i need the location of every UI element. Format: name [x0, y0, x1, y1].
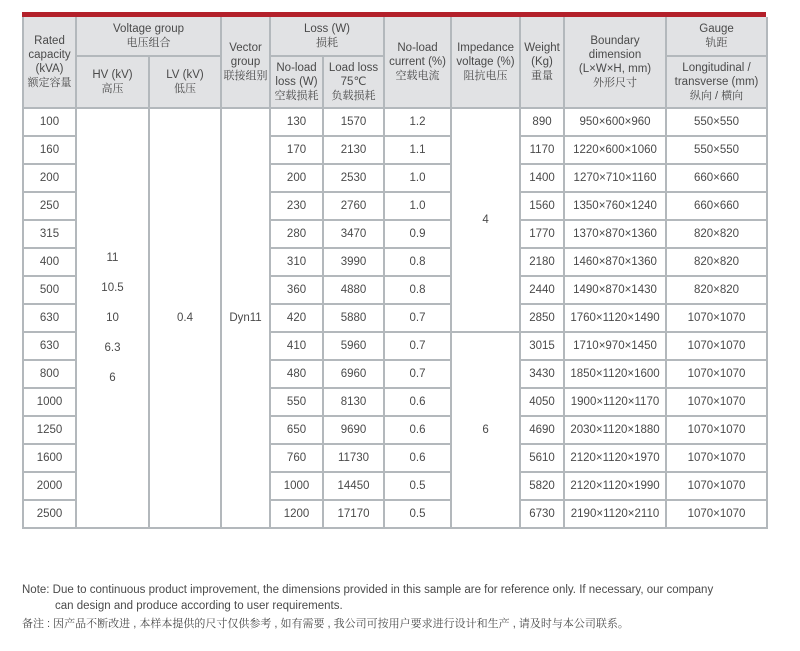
cell-no-load-loss: 1000	[270, 472, 323, 500]
cell-no-load-loss: 130	[270, 108, 323, 136]
header-loss: Loss (W) 损耗	[270, 17, 384, 56]
note-line-english: Note: Due to continuous product improvement, the dimensions provided in this sample are for reference only. If necessary, our company	[22, 584, 714, 596]
cell-capacity: 1250	[23, 416, 76, 444]
header-no-load-current: No-load current (%) 空载电流	[384, 17, 451, 108]
cell-no-load-current: 1.1	[384, 136, 451, 164]
cell-load-loss: 2530	[323, 164, 384, 192]
header-weight: Weight (Kg) 重量	[520, 17, 564, 108]
cell-dimension: 1760×1120×1490	[564, 304, 666, 332]
cell-load-loss: 6960	[323, 360, 384, 388]
cell-no-load-loss: 360	[270, 276, 323, 304]
cell-dimension: 2120×1120×1990	[564, 472, 666, 500]
cell-gauge: 820×820	[666, 248, 767, 276]
spec-table-container	[22, 12, 766, 529]
cell-gauge: 820×820	[666, 220, 767, 248]
cell-capacity: 400	[23, 248, 76, 276]
cell-no-load-current: 0.7	[384, 304, 451, 332]
cell-no-load-loss: 480	[270, 360, 323, 388]
cell-impedance-4: 4	[451, 108, 520, 332]
cell-capacity: 200	[23, 164, 76, 192]
cell-load-loss: 3990	[323, 248, 384, 276]
header-no-load-loss: No-load loss (W) 空载损耗	[270, 56, 323, 108]
cell-gauge: 660×660	[666, 164, 767, 192]
cell-no-load-current: 0.8	[384, 248, 451, 276]
cell-dimension: 1370×870×1360	[564, 220, 666, 248]
cell-no-load-current: 0.6	[384, 388, 451, 416]
cell-no-load-loss: 410	[270, 332, 323, 360]
cell-weight: 6730	[520, 500, 564, 528]
cell-no-load-loss: 550	[270, 388, 323, 416]
cell-no-load-current: 1.0	[384, 192, 451, 220]
cell-load-loss: 8130	[323, 388, 384, 416]
cell-vector-merged: Dyn11	[221, 108, 270, 528]
cell-gauge: 1070×1070	[666, 304, 767, 332]
cell-no-load-current: 1.0	[384, 164, 451, 192]
cell-load-loss: 9690	[323, 416, 384, 444]
cell-lv-merged: 0.4	[149, 108, 221, 528]
cell-capacity: 315	[23, 220, 76, 248]
cell-no-load-loss: 650	[270, 416, 323, 444]
cell-no-load-loss: 200	[270, 164, 323, 192]
cell-weight: 2180	[520, 248, 564, 276]
cell-no-load-loss: 310	[270, 248, 323, 276]
cell-dimension: 1220×600×1060	[564, 136, 666, 164]
header-lv: LV (kV) 低压	[149, 56, 221, 108]
cell-gauge: 1070×1070	[666, 388, 767, 416]
cell-load-loss: 17170	[323, 500, 384, 528]
cell-gauge: 1070×1070	[666, 500, 767, 528]
cell-gauge: 1070×1070	[666, 444, 767, 472]
cell-weight: 5820	[520, 472, 564, 500]
cell-load-loss: 2130	[323, 136, 384, 164]
cell-no-load-current: 1.2	[384, 108, 451, 136]
cell-no-load-current: 0.5	[384, 472, 451, 500]
cell-dimension: 1710×970×1450	[564, 332, 666, 360]
note-line-chinese: 备注 : 因产品不断改进 , 本样本提供的尺寸仅供参考 , 如有需要 , 我公司可按用户要求进行设计和生产 , 请及时与本公司联系。	[22, 618, 629, 630]
cell-gauge: 820×820	[666, 276, 767, 304]
cell-gauge: 1070×1070	[666, 472, 767, 500]
cell-weight: 1560	[520, 192, 564, 220]
cell-no-load-current: 0.7	[384, 332, 451, 360]
header-boundary-dimension: Boundary dimension (L×W×H, mm) 外形尺寸	[564, 17, 666, 108]
cell-capacity: 1600	[23, 444, 76, 472]
cell-dimension: 2030×1120×1880	[564, 416, 666, 444]
cell-dimension: 1900×1120×1170	[564, 388, 666, 416]
cell-weight: 2440	[520, 276, 564, 304]
cell-hv-merged: 11 10.5 10 6.3 6	[76, 108, 149, 528]
table-row	[23, 108, 767, 136]
cell-no-load-loss: 280	[270, 220, 323, 248]
cell-capacity: 2500	[23, 500, 76, 528]
cell-weight: 2850	[520, 304, 564, 332]
header-impedance: Impedance voltage (%) 阻抗电压	[451, 17, 520, 108]
note-line-english-cont: can design and produce according to user requirements.	[55, 600, 343, 612]
cell-weight: 890	[520, 108, 564, 136]
cell-no-load-loss: 760	[270, 444, 323, 472]
cell-gauge: 1070×1070	[666, 332, 767, 360]
cell-no-load-current: 0.5	[384, 500, 451, 528]
cell-dimension: 1460×870×1360	[564, 248, 666, 276]
cell-dimension: 1270×710×1160	[564, 164, 666, 192]
cell-load-loss: 3470	[323, 220, 384, 248]
cell-load-loss: 2760	[323, 192, 384, 220]
spec-table	[22, 17, 768, 529]
cell-capacity: 500	[23, 276, 76, 304]
cell-no-load-loss: 1200	[270, 500, 323, 528]
cell-gauge: 550×550	[666, 108, 767, 136]
cell-no-load-loss: 420	[270, 304, 323, 332]
header-voltage-group: Voltage group 电压组合	[76, 17, 221, 56]
cell-load-loss: 4880	[323, 276, 384, 304]
cell-dimension: 2120×1120×1970	[564, 444, 666, 472]
cell-no-load-loss: 230	[270, 192, 323, 220]
cell-load-loss: 14450	[323, 472, 384, 500]
header-gauge: Gauge 轨距	[666, 17, 767, 56]
cell-load-loss: 5880	[323, 304, 384, 332]
cell-no-load-current: 0.6	[384, 444, 451, 472]
notes-section	[22, 582, 782, 632]
cell-capacity: 630	[23, 332, 76, 360]
header-gauge-sub: Longitudinal / transverse (mm) 纵向 / 横向	[666, 56, 767, 108]
cell-weight: 1770	[520, 220, 564, 248]
cell-no-load-current: 0.6	[384, 416, 451, 444]
cell-weight: 3015	[520, 332, 564, 360]
header-rated-capacity: Rated capacity (kVA) 额定容量	[23, 17, 76, 108]
cell-no-load-current: 0.7	[384, 360, 451, 388]
cell-gauge: 1070×1070	[666, 360, 767, 388]
cell-capacity: 250	[23, 192, 76, 220]
cell-no-load-current: 0.8	[384, 276, 451, 304]
header-load-loss: Load loss 75℃ 负载损耗	[323, 56, 384, 108]
cell-dimension: 950×600×960	[564, 108, 666, 136]
cell-no-load-loss: 170	[270, 136, 323, 164]
cell-no-load-current: 0.9	[384, 220, 451, 248]
cell-capacity: 100	[23, 108, 76, 136]
cell-capacity: 800	[23, 360, 76, 388]
cell-weight: 4690	[520, 416, 564, 444]
cell-capacity: 160	[23, 136, 76, 164]
cell-capacity: 630	[23, 304, 76, 332]
cell-dimension: 2190×1120×2110	[564, 500, 666, 528]
cell-capacity: 2000	[23, 472, 76, 500]
cell-gauge: 660×660	[666, 192, 767, 220]
cell-load-loss: 1570	[323, 108, 384, 136]
cell-load-loss: 11730	[323, 444, 384, 472]
cell-dimension: 1490×870×1430	[564, 276, 666, 304]
header-vector-group: Vector group 联接组别	[221, 17, 270, 108]
cell-gauge: 550×550	[666, 136, 767, 164]
header-hv: HV (kV) 高压	[76, 56, 149, 108]
cell-weight: 3430	[520, 360, 564, 388]
cell-load-loss: 5960	[323, 332, 384, 360]
cell-gauge: 1070×1070	[666, 416, 767, 444]
cell-weight: 4050	[520, 388, 564, 416]
cell-dimension: 1350×760×1240	[564, 192, 666, 220]
cell-dimension: 1850×1120×1600	[564, 360, 666, 388]
cell-impedance-6: 6	[451, 332, 520, 528]
cell-weight: 1400	[520, 164, 564, 192]
cell-weight: 5610	[520, 444, 564, 472]
cell-capacity: 1000	[23, 388, 76, 416]
cell-weight: 1170	[520, 136, 564, 164]
